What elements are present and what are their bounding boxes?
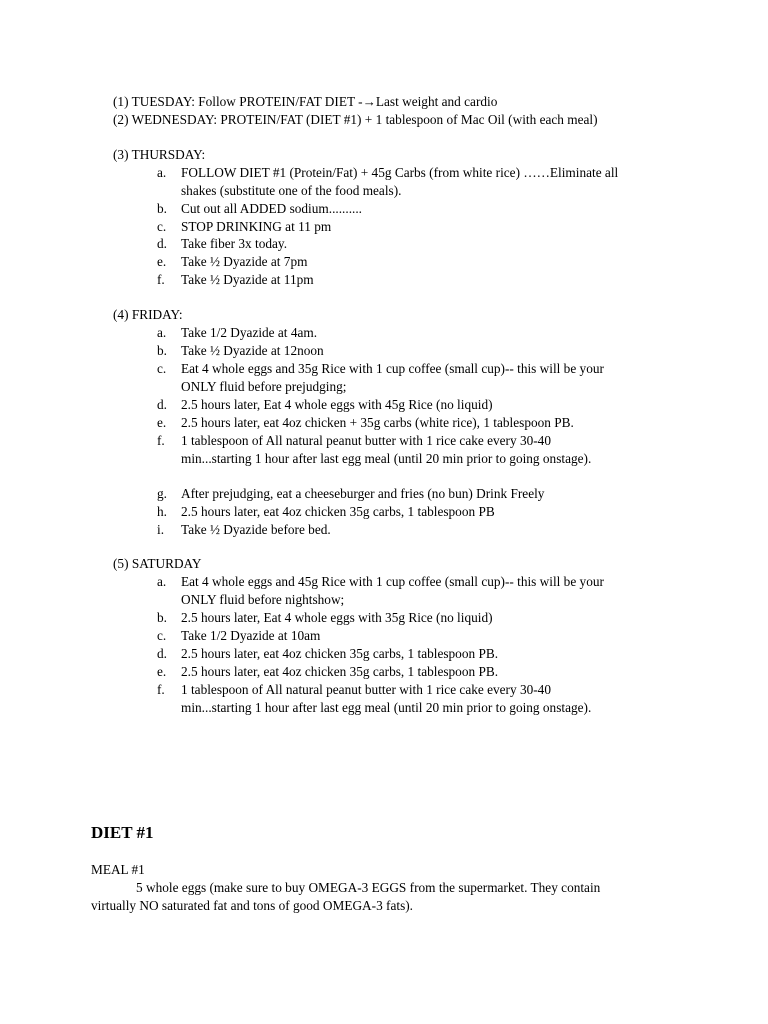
list-marker: c. — [157, 219, 167, 234]
list-marker: f. — [157, 272, 165, 287]
diet-heading: DIET #1 — [91, 823, 154, 842]
list-marker: d. — [157, 397, 167, 412]
list-marker: a. — [157, 574, 167, 589]
list-item: 2.5 hours later, Eat 4 whole eggs with 45g Rice (no liquid) — [181, 397, 493, 412]
list-item: 2.5 hours later, eat 4oz chicken 35g carbs, 1 tablespoon PB. — [181, 646, 499, 661]
meal-title: MEAL #1 — [91, 862, 145, 877]
list-marker: c. — [157, 361, 167, 376]
list-marker: e. — [157, 664, 167, 679]
list-marker: a. — [157, 165, 167, 180]
list-marker: h. — [157, 504, 167, 519]
list-marker: d. — [157, 646, 167, 661]
list-item: Take ½ Dyazide at 7pm — [181, 254, 308, 269]
list-item: 2.5 hours later, eat 4oz chicken 35g carbs, 1 tablespoon PB. — [181, 664, 499, 679]
meal-description-line-1: 5 whole eggs (make sure to buy OMEGA-3 EGGS from the supermarket. They contain — [136, 880, 601, 895]
list-marker: e. — [157, 415, 167, 430]
list-marker: a. — [157, 325, 167, 340]
list-marker: b. — [157, 610, 167, 625]
list-item: 1 tablespoon of All natural peanut butter with 1 rice cake every 30-40 — [181, 682, 551, 697]
list-marker: b. — [157, 343, 167, 358]
day-1-line: (1) TUESDAY: Follow PROTEIN/FAT DIET -→Last weight and cardio — [113, 94, 498, 109]
list-item: Take ½ Dyazide at 12noon — [181, 343, 324, 358]
list-marker: f. — [157, 682, 165, 697]
list-item: Take fiber 3x today. — [181, 236, 288, 251]
list-marker: b. — [157, 201, 167, 216]
list-marker: g. — [157, 486, 167, 501]
list-item-continuation: min...starting 1 hour after last egg meal (until 20 min prior to going onstage). — [181, 451, 592, 466]
list-marker: d. — [157, 236, 167, 251]
list-item: Take ½ Dyazide at 11pm — [181, 272, 314, 287]
list-item: Cut out all ADDED sodium.......... — [181, 201, 362, 216]
list-item: 2.5 hours later, eat 4oz chicken 35g carbs, 1 tablespoon PB — [181, 504, 495, 519]
day-4-title: (4) FRIDAY: — [113, 307, 183, 322]
meal-description-line-2: virtually NO saturated fat and tons of good OMEGA-3 fats). — [91, 898, 414, 913]
list-item-continuation: ONLY fluid before nightshow; — [181, 592, 345, 607]
list-item: After prejudging, eat a cheeseburger and fries (no bun) Drink Freely — [181, 486, 545, 501]
list-item: Eat 4 whole eggs and 45g Rice with 1 cup coffee (small cup)-- this will be your — [181, 574, 604, 589]
list-item: Take 1/2 Dyazide at 4am. — [181, 325, 318, 340]
list-item-continuation: min...starting 1 hour after last egg meal (until 20 min prior to going onstage). — [181, 700, 592, 715]
day-5-title: (5) SATURDAY — [113, 556, 202, 571]
day-3-title: (3) THURSDAY: — [113, 147, 206, 162]
list-item-continuation: shakes (substitute one of the food meals). — [181, 183, 402, 198]
list-marker: f. — [157, 433, 165, 448]
list-marker: c. — [157, 628, 167, 643]
day-2-line: (2) WEDNESDAY: PROTEIN/FAT (DIET #1) + 1 tablespoon of Mac Oil (with each meal) — [113, 112, 598, 127]
list-marker: e. — [157, 254, 167, 269]
list-item: 2.5 hours later, Eat 4 whole eggs with 35g Rice (no liquid) — [181, 610, 493, 625]
list-item: Take ½ Dyazide before bed. — [181, 522, 331, 537]
list-item: FOLLOW DIET #1 (Protein/Fat) + 45g Carbs (from white rice) ……Eliminate all — [181, 165, 619, 180]
list-item: 1 tablespoon of All natural peanut butter with 1 rice cake every 30-40 — [181, 433, 551, 448]
list-item-continuation: ONLY fluid before prejudging; — [181, 379, 347, 394]
list-item: Take 1/2 Dyazide at 10am — [181, 628, 321, 643]
list-item: STOP DRINKING at 11 pm — [181, 219, 332, 234]
list-marker: i. — [157, 522, 165, 537]
list-item: Eat 4 whole eggs and 35g Rice with 1 cup coffee (small cup)-- this will be your — [181, 361, 604, 376]
list-item: 2.5 hours later, eat 4oz chicken + 35g carbs (white rice), 1 tablespoon PB. — [181, 415, 574, 430]
